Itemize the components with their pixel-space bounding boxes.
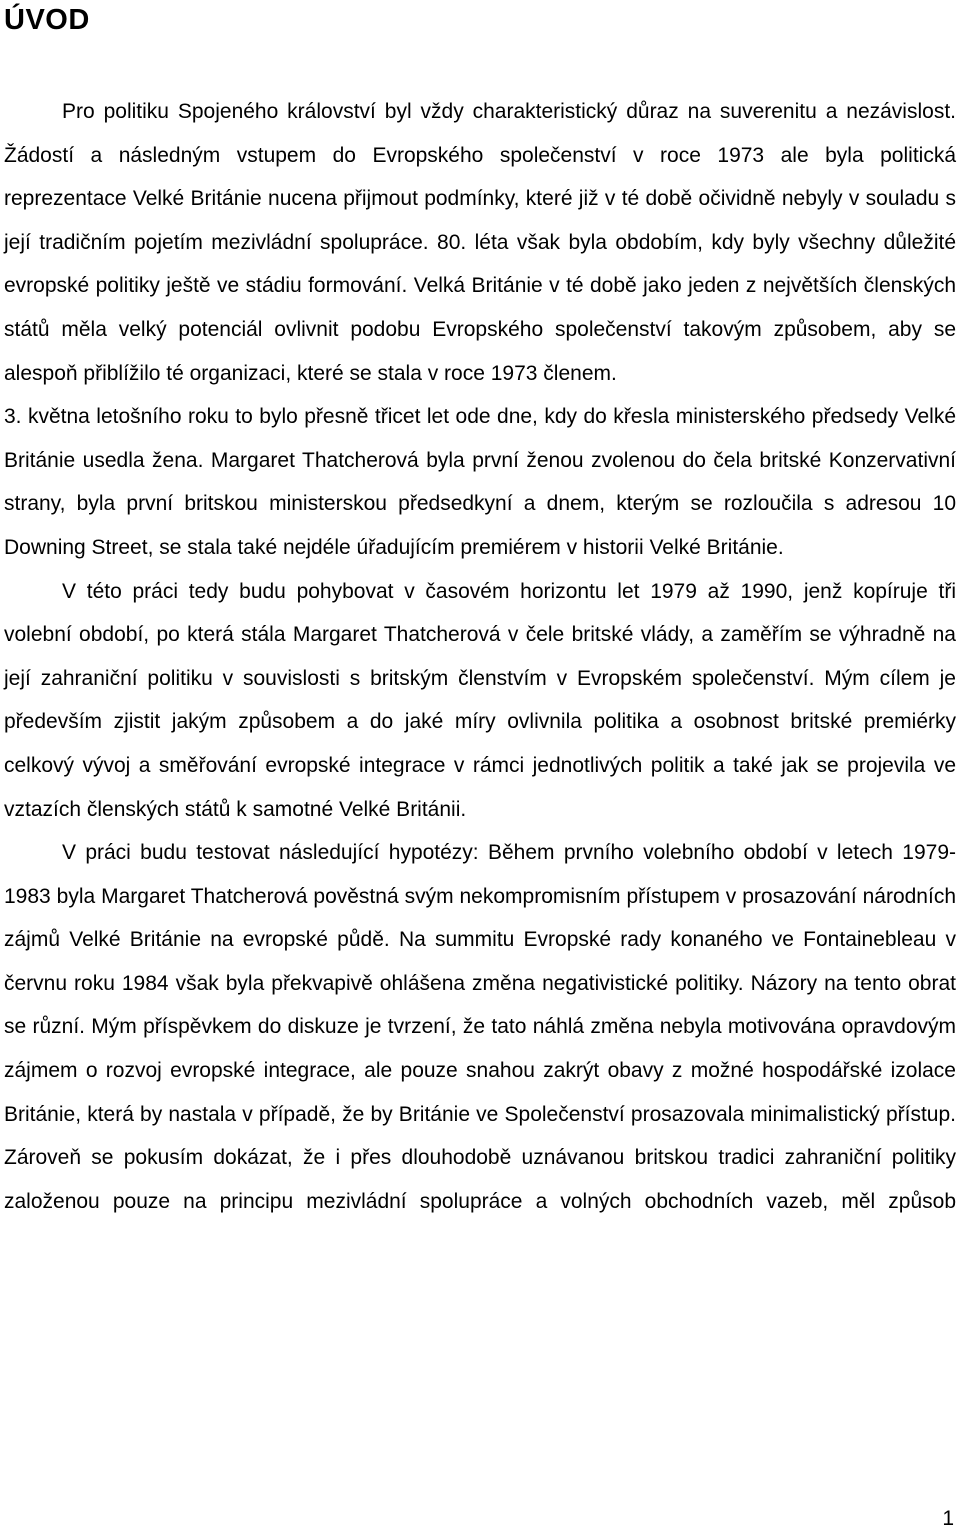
page-number: 1 xyxy=(942,1507,954,1530)
section-heading: ÚVOD xyxy=(4,4,90,36)
paragraph-thatcher-anniversary: 3. května letošního roku to bylo přesně třicet let ode dne, kdy do křesla ministerského předsedy Velké Británie usedla žena. Margaret Thatcherová byla první ženou zvolenou do čela britské Konzervativní strany, byla první britskou ministerskou předsedkyní a dnem, kterým se rozloučila s adresou 10 Downing Street, se stala také nejdéle úřadujícím premiérem v historii Velké Británie. xyxy=(4,405,956,559)
paragraph-hypotheses: V práci budu testovat následující hypotézy: Během prvního volebního období v letech 1979-1983 byla Margaret Thatcherová pověstná svým nekompromisním přístupem v prosazování národních zájmů Velké Británie na evropské půdě. Na summitu Evropské rady konaného ve Fontainebleau v červnu roku 1984 však byla překvapivě ohlášena změna negativistické politiky. Názory na tento obrat se různí. Mým příspěvkem do diskuze je tvrzení, že tato náhlá změna nebyla motivována opravdovým zájmem o rozvoj evropské integrace, ale pouze snahou zakrýt obavy z možné hospodářské izolace Británie, která by nastala v případě, že by Británie ve Společenství prosazovala minimalistický přístup. Zároveň se pokusím dokázat, že i přes dlouhodobě uznávanou britskou tradici zahraniční politiky založenou pouze na principu mezivládní spolupráce a volných obchodních vazeb, měl způsob xyxy=(4,841,956,1213)
paragraph-scope: V této práci tedy budu pohybovat v časovém horizontu let 1979 až 1990, jenž kopíruje tři volební období, po která stála Margaret Thatcherová v čele britské vlády, a zaměřím se výhradně na její zahraniční politiku v souvislosti s britským členstvím v Evropském společenství. Mým cílem je především zjistit jakým způsobem a do jaké míry ovlivnila politika a osobnost britské premiérky celkový vývoj a směřování evropské integrace v rámci jednotlivých politik a také jak se projevila ve vztazích členských států k samotné Velké Británii. xyxy=(4,579,956,821)
body-text xyxy=(4,90,956,1223)
paragraph-intro: Pro politiku Spojeného království byl vždy charakteristický důraz na suverenitu a nezávislost. Žádostí a následným vstupem do Evropského společenství v roce 1973 ale byla politická reprezentace Velké Británie nucena přijmout podmínky, které již v té době očividně nebyly v souladu s její tradičním pojetím mezivládní spolupráce. 80. léta však byla obdobím, kdy byly všechny důležité evropské politiky ještě ve stádiu formování. Velká Británie v té době jako jeden z největších členských států měla velký potenciál ovlivnit podobu Evropského společenství takovým způsobem, aby se alespoň přiblížilo té organizaci, které se stala v roce 1973 členem. xyxy=(4,100,956,385)
